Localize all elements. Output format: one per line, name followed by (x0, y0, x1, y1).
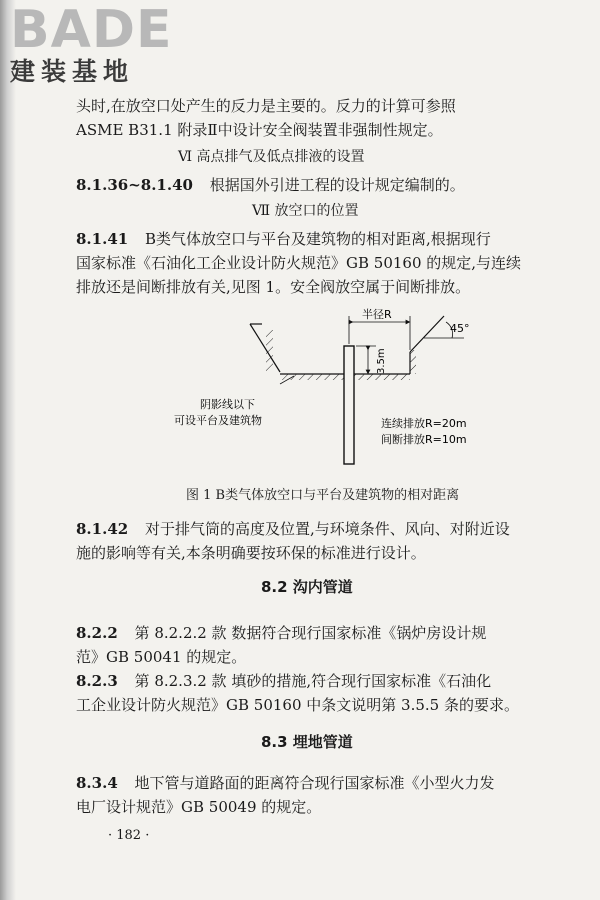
clause-number: 8.3.4 (76, 774, 118, 792)
clause-8-3-4 (76, 773, 495, 793)
left-boundary-line (250, 324, 280, 372)
logo-wordmark: BADE (10, 0, 173, 60)
section-heading-8-3: 8.3 埋地管道 (261, 733, 353, 751)
subsection-heading-vii: Ⅶ 放空口的位置 (252, 203, 359, 219)
clause-number: 8.2.3 (76, 672, 118, 690)
angle-label: 45° (450, 322, 470, 335)
height-label: 3.5m (376, 348, 387, 374)
radius-label: 半径R (362, 308, 392, 321)
continuous-discharge-label: 连续排放R=20m (381, 417, 467, 430)
logo-subtitle: 建装基地 (10, 57, 135, 86)
paragraph-line: 工企业设计防火规范》GB 50160 中条文说明第 3.5.5 条的要求。 (76, 696, 519, 714)
clause-number: 8.2.2 (76, 624, 118, 642)
paragraph-line: ASME B31.1 附录Ⅱ中设计安全阀装置非强制性规定。 (76, 121, 443, 139)
clause-8-2-2 (76, 623, 486, 643)
paragraph-line: 施的影响等有关,本条明确要按环保的标准进行设计。 (76, 544, 426, 562)
paragraph-line: 排放还是间断排放有关,见图 1。安全阀放空属于间断排放。 (76, 278, 471, 296)
paragraph-line: 电厂设计规范》GB 50049 的规定。 (76, 798, 322, 816)
paragraph-line: 头时,在放空口处产生的反力是主要的。反力的计算可参照 (76, 97, 456, 115)
right-slope-line (410, 316, 444, 352)
shade-label-line1: 阴影线以下 (200, 398, 255, 411)
clause-text: 第 8.2.2.2 款 数据符合现行国家标准《锅炉房设计规 (134, 624, 487, 642)
clause-text: 根据国外引进工程的设计规定编制的。 (209, 176, 465, 194)
page-number: · 182 · (108, 828, 150, 843)
intermittent-discharge-label: 间断排放R=10m (381, 433, 467, 446)
shade-label-line2: 可设平台及建筑物 (174, 414, 262, 427)
clause-number: 8.1.42 (76, 520, 129, 538)
clause-text: B类气体放空口与平台及建筑物的相对距离,根据现行 (144, 230, 491, 248)
clause-number: 8.1.41 (76, 230, 129, 248)
section-heading-8-2: 8.2 沟内管道 (261, 578, 353, 596)
subsection-heading-vi: Ⅵ 高点排气及低点排液的设置 (178, 149, 365, 165)
clause-text: 第 8.2.3.2 款 填砂的措施,符合现行国家标准《石油化 (134, 672, 492, 690)
right-wall-hatch (410, 350, 416, 374)
paragraph-line: 国家标准《石油化工企业设计防火规范》GB 50160 的规定,与连续 (76, 254, 522, 272)
clause-text: 地下管与道路面的距离符合现行国家标准《小型火力发 (134, 774, 495, 792)
clause-text: 对于排气筒的高度及位置,与环境条件、风向、对附近设 (144, 520, 510, 538)
clause-8-2-3 (76, 671, 491, 691)
clause-number: 8.1.36~8.1.40 (76, 176, 193, 194)
figure-caption: 图 1 B类气体放空口与平台及建筑物的相对距离 (186, 488, 460, 503)
clause-8-1-42 (76, 519, 510, 539)
vent-pipe (344, 346, 354, 464)
paragraph-line: 范》GB 50041 的规定。 (76, 648, 247, 666)
